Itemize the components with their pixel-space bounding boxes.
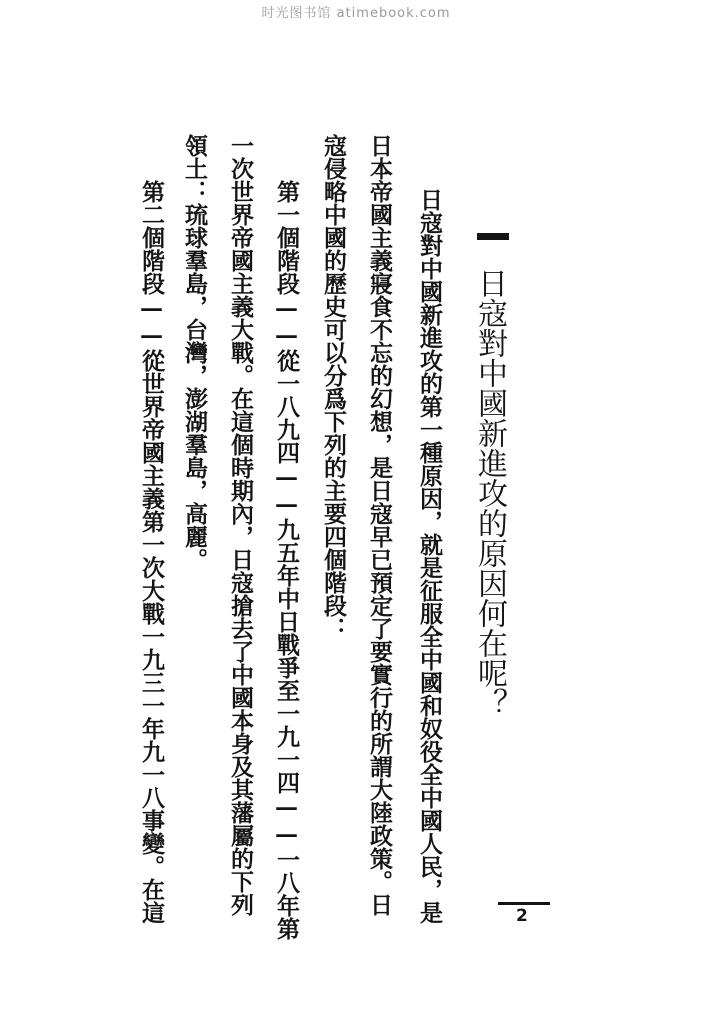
watermark: 时光图书馆 atimebook.com bbox=[261, 6, 451, 21]
page-number-rule bbox=[498, 902, 550, 905]
text-column-6: 領土：琉球羣島，台灣，澎湖羣島，高麗。 bbox=[181, 134, 208, 571]
text-column-4: 第一個階段——從一八九四——九五年中日戰爭至一九一四——一八年第 bbox=[273, 180, 300, 940]
text-column-2: 日本帝國主義寢食不忘的幻想，是日寇早已預定了要實行的所謂大陸政策。日 bbox=[366, 134, 393, 916]
title-number-mark bbox=[477, 233, 509, 240]
page-number: 2 bbox=[516, 906, 528, 926]
text-column-1: 日寇對中國新進攻的第一種原因，就是征服全中國和奴役全中國人民，是 bbox=[416, 188, 443, 924]
text-column-7: 第二個階段——從世界帝國主義第一次大戰一九三一年九一八事變。在這 bbox=[138, 180, 165, 924]
text-column-3: 寇侵略中國的歷史可以分爲下列的主要四個階段： bbox=[320, 134, 347, 640]
text-column-5: 一次世界帝國主義大戰。在這個時期內，日寇搶去了中國本身及其藩屬的下列 bbox=[227, 134, 254, 916]
page-title: 日寇對中國新進攻的原因何在呢？ bbox=[472, 268, 507, 718]
